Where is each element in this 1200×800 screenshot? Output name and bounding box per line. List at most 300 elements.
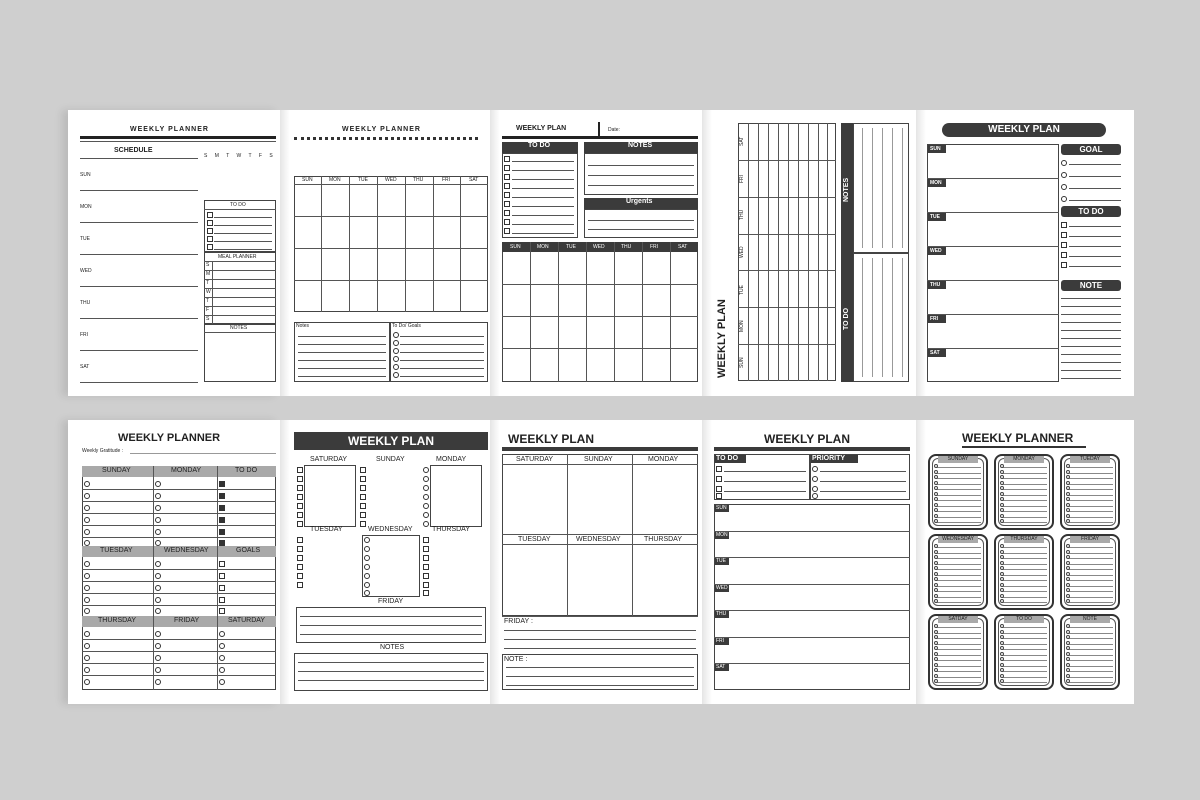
day-card-line (936, 671, 981, 672)
bullet[interactable] (934, 588, 938, 592)
day-card-line (1002, 586, 1047, 587)
col-header: FRIDAY (174, 617, 200, 624)
day-card-line (1002, 558, 1047, 559)
checkbox[interactable] (297, 521, 303, 527)
bullet[interactable] (1066, 646, 1070, 650)
bullet[interactable] (1000, 679, 1004, 683)
bullet[interactable] (934, 497, 938, 501)
day-card (928, 454, 988, 530)
page-6 (68, 420, 280, 704)
checkbox[interactable] (297, 537, 303, 543)
checkbox[interactable] (207, 220, 213, 226)
day-card-line (936, 511, 981, 512)
bullet[interactable] (1000, 641, 1004, 645)
bullet[interactable] (1000, 464, 1004, 468)
day-card-line (936, 638, 981, 639)
bullet[interactable] (1066, 635, 1070, 639)
checkbox[interactable] (360, 512, 366, 518)
bullet[interactable] (1000, 497, 1004, 501)
bullet[interactable] (934, 599, 938, 603)
bullet[interactable] (812, 476, 818, 482)
day-rule (714, 584, 910, 585)
bullet[interactable] (1000, 594, 1004, 598)
bullet[interactable] (1000, 572, 1004, 576)
bullet[interactable] (364, 573, 370, 579)
notes-label: Notes (296, 323, 310, 329)
bullet[interactable] (1000, 470, 1004, 474)
checkbox[interactable] (219, 481, 225, 487)
bullet[interactable] (393, 372, 399, 378)
todo-line (512, 233, 574, 234)
bullet[interactable] (155, 585, 161, 591)
page-gutter (490, 420, 500, 704)
bullet[interactable] (1066, 663, 1070, 667)
day-label: SUN (930, 146, 941, 152)
urgents-label: Urgents (626, 198, 653, 205)
checkbox[interactable] (297, 503, 303, 509)
bullet[interactable] (934, 550, 938, 554)
bullet[interactable] (934, 481, 938, 485)
checkbox[interactable] (360, 503, 366, 509)
bullet[interactable] (1066, 657, 1070, 661)
bullet[interactable] (155, 481, 161, 487)
week-grid (502, 242, 698, 382)
bullet[interactable] (1066, 583, 1070, 587)
bullet[interactable] (934, 663, 938, 667)
bullet[interactable] (1066, 486, 1070, 490)
todo-label: TO DO (528, 142, 551, 149)
bullet[interactable] (1061, 160, 1067, 166)
day-card (928, 534, 988, 610)
bullet[interactable] (423, 494, 429, 500)
bullet[interactable] (84, 540, 90, 546)
bullet[interactable] (219, 631, 225, 637)
bullet[interactable] (1000, 550, 1004, 554)
bullet[interactable] (934, 657, 938, 661)
bullet[interactable] (1066, 503, 1070, 507)
day-card-line (1068, 511, 1113, 512)
checkbox[interactable] (297, 564, 303, 570)
bullet[interactable] (1066, 577, 1070, 581)
day-card-line (1002, 564, 1047, 565)
bullet[interactable] (1000, 486, 1004, 490)
checkbox[interactable] (504, 174, 510, 180)
bullet[interactable] (364, 546, 370, 552)
bullet[interactable] (364, 582, 370, 588)
day-card-line (1002, 649, 1047, 650)
checkbox[interactable] (1061, 222, 1067, 228)
checkbox[interactable] (504, 192, 510, 198)
bullet[interactable] (1066, 588, 1070, 592)
bullet[interactable] (423, 476, 429, 482)
bullet[interactable] (84, 493, 90, 499)
gratitude-label: Weekly Gratitude : (82, 448, 124, 454)
day-card-line (936, 586, 981, 587)
bullet[interactable] (934, 583, 938, 587)
grid-day: FRI (739, 174, 745, 183)
page-gutter (916, 420, 926, 704)
bullet[interactable] (1066, 514, 1070, 518)
bullet[interactable] (934, 572, 938, 576)
checkbox[interactable] (297, 476, 303, 482)
checkbox[interactable] (360, 467, 366, 473)
bullet[interactable] (155, 540, 161, 546)
bullet[interactable] (934, 561, 938, 565)
bullet[interactable] (84, 643, 90, 649)
bullet[interactable] (84, 679, 90, 685)
bullet[interactable] (84, 608, 90, 614)
bullet[interactable] (155, 517, 161, 523)
day-label: TUESDAY (310, 526, 343, 533)
checkbox[interactable] (297, 485, 303, 491)
bullet[interactable] (1066, 668, 1070, 672)
bullet[interactable] (1000, 475, 1004, 479)
checkbox[interactable] (423, 573, 429, 579)
checkbox[interactable] (207, 212, 213, 218)
bullet[interactable] (155, 679, 161, 685)
schedule-rule (80, 158, 198, 159)
bullet[interactable] (1066, 599, 1070, 603)
checkbox[interactable] (716, 493, 722, 499)
table-row-rule (82, 651, 276, 652)
bullet[interactable] (934, 594, 938, 598)
day-card-line (1002, 597, 1047, 598)
bullet[interactable] (84, 597, 90, 603)
bullet[interactable] (155, 608, 161, 614)
checkbox[interactable] (297, 582, 303, 588)
bullet[interactable] (1000, 646, 1004, 650)
checkbox[interactable] (716, 476, 722, 482)
note-line (506, 685, 694, 686)
bullet[interactable] (1000, 519, 1004, 523)
checkbox[interactable] (207, 244, 213, 250)
note-label: NOTE (1079, 281, 1103, 290)
bullet[interactable] (934, 566, 938, 570)
day-label: THU (716, 611, 727, 617)
checkbox[interactable] (504, 228, 510, 234)
checkbox[interactable] (423, 555, 429, 561)
bullet[interactable] (1000, 577, 1004, 581)
bullet[interactable] (934, 679, 938, 683)
urgents-header (584, 198, 698, 209)
bullet[interactable] (219, 667, 225, 673)
bullet[interactable] (219, 679, 225, 685)
bullet[interactable] (1000, 635, 1004, 639)
bullet[interactable] (1066, 641, 1070, 645)
checkbox[interactable] (360, 476, 366, 482)
todo-line (214, 217, 272, 218)
checkbox[interactable] (219, 573, 225, 579)
checkbox[interactable] (1061, 242, 1067, 248)
checkbox[interactable] (297, 467, 303, 473)
page-6-title: WEEKLY PLANNER (118, 432, 221, 444)
day-label: TUESDAY (518, 536, 551, 543)
todo-line (512, 161, 574, 162)
bullet[interactable] (1000, 481, 1004, 485)
title-bar (502, 447, 698, 451)
bullet[interactable] (934, 674, 938, 678)
col-header: GOALS (236, 547, 261, 554)
checkbox[interactable] (360, 521, 366, 527)
bullet[interactable] (1000, 508, 1004, 512)
bullet[interactable] (155, 643, 161, 649)
checkbox[interactable] (423, 564, 429, 570)
bullet[interactable] (155, 655, 161, 661)
bullet[interactable] (1000, 503, 1004, 507)
bullet[interactable] (1066, 566, 1070, 570)
bullet[interactable] (84, 517, 90, 523)
bullet[interactable] (934, 492, 938, 496)
day-card-line (1068, 489, 1113, 490)
checkbox[interactable] (716, 486, 722, 492)
bullet[interactable] (155, 493, 161, 499)
grid-day: WED (593, 244, 605, 250)
note-line (1061, 330, 1121, 331)
note-line (298, 336, 386, 337)
bullet[interactable] (393, 348, 399, 354)
checkbox[interactable] (219, 517, 225, 523)
todo-line (892, 258, 893, 377)
bullet[interactable] (423, 521, 429, 527)
note-line (862, 128, 863, 248)
bullet[interactable] (934, 470, 938, 474)
bullet[interactable] (1000, 492, 1004, 496)
title-bar (502, 136, 698, 139)
bullet[interactable] (84, 505, 90, 511)
day-card-line (1068, 677, 1113, 678)
bullet[interactable] (1066, 497, 1070, 501)
bullet[interactable] (934, 555, 938, 559)
checkbox[interactable] (297, 546, 303, 552)
bullet[interactable] (1000, 544, 1004, 548)
bullet[interactable] (1000, 566, 1004, 570)
day-rule (714, 610, 910, 611)
bullet[interactable] (84, 573, 90, 579)
checkbox[interactable] (297, 555, 303, 561)
bullet[interactable] (393, 340, 399, 346)
todo-box (714, 454, 810, 500)
bullet[interactable] (1066, 475, 1070, 479)
day-card-line (936, 517, 981, 518)
bullet[interactable] (364, 537, 370, 543)
page-8 (490, 420, 702, 704)
bullet[interactable] (934, 519, 938, 523)
bullet[interactable] (1066, 679, 1070, 683)
bullet[interactable] (1066, 508, 1070, 512)
bullet[interactable] (1066, 544, 1070, 548)
bullet[interactable] (1061, 184, 1067, 190)
bullet[interactable] (934, 464, 938, 468)
col-rule (632, 454, 633, 616)
bullet[interactable] (1066, 519, 1070, 523)
bullet[interactable] (364, 555, 370, 561)
bullet[interactable] (934, 508, 938, 512)
day-thu: THU (80, 300, 91, 306)
checkbox[interactable] (297, 573, 303, 579)
checkbox[interactable] (504, 156, 510, 162)
day-label: SUN (716, 505, 727, 511)
bullet[interactable] (1066, 572, 1070, 576)
checkbox[interactable] (423, 590, 429, 596)
bullet[interactable] (219, 655, 225, 661)
bullet[interactable] (364, 564, 370, 570)
checkbox[interactable] (716, 466, 722, 472)
bullet[interactable] (84, 655, 90, 661)
bullet[interactable] (393, 364, 399, 370)
checkbox[interactable] (207, 228, 213, 234)
bullet[interactable] (423, 467, 429, 473)
bullet[interactable] (1000, 668, 1004, 672)
col-header: MONDAY (171, 467, 202, 474)
grid-row-rule (738, 344, 836, 345)
bullet[interactable] (1066, 470, 1070, 474)
day-card-line (1002, 591, 1047, 592)
bullet[interactable] (934, 624, 938, 628)
todo-line (724, 491, 806, 492)
checkbox[interactable] (504, 210, 510, 216)
day-label: MONDAY (648, 456, 679, 463)
goal-label: GOAL (1079, 145, 1103, 154)
bullet[interactable] (934, 475, 938, 479)
bullet[interactable] (1000, 674, 1004, 678)
bullet[interactable] (1066, 594, 1070, 598)
bullet[interactable] (1066, 555, 1070, 559)
bullet[interactable] (1066, 674, 1070, 678)
bullet[interactable] (1000, 588, 1004, 592)
checkbox[interactable] (360, 485, 366, 491)
day-card-line (1068, 569, 1113, 570)
checkbox[interactable] (504, 201, 510, 207)
bullet[interactable] (423, 503, 429, 509)
bullet[interactable] (1066, 652, 1070, 656)
bullet[interactable] (393, 356, 399, 362)
grid-day: SAT (678, 244, 688, 250)
bullet[interactable] (155, 667, 161, 673)
bullet[interactable] (84, 561, 90, 567)
bullet[interactable] (934, 630, 938, 634)
bullet[interactable] (219, 643, 225, 649)
checkbox[interactable] (219, 540, 225, 546)
bullet[interactable] (1000, 583, 1004, 587)
bullet[interactable] (812, 493, 818, 499)
bullet[interactable] (934, 646, 938, 650)
bullet[interactable] (934, 641, 938, 645)
bullet[interactable] (1061, 172, 1067, 178)
bullet[interactable] (1000, 652, 1004, 656)
checkbox[interactable] (1061, 252, 1067, 258)
notes-label: NOTES (380, 644, 405, 651)
bullet[interactable] (155, 561, 161, 567)
bullet[interactable] (155, 573, 161, 579)
bullet[interactable] (934, 668, 938, 672)
bullet[interactable] (1066, 481, 1070, 485)
bullet[interactable] (364, 590, 370, 596)
checkbox[interactable] (504, 219, 510, 225)
checkbox[interactable] (423, 546, 429, 552)
meal-letter: M (206, 271, 211, 277)
bullet[interactable] (1000, 514, 1004, 518)
checkbox[interactable] (207, 236, 213, 242)
day-card-line (936, 597, 981, 598)
checkbox[interactable] (297, 512, 303, 518)
date-label: Date: (608, 127, 620, 133)
day-label-col (748, 123, 749, 381)
bullet[interactable] (1000, 624, 1004, 628)
checkbox[interactable] (219, 493, 225, 499)
checkbox[interactable] (219, 505, 225, 511)
bullet[interactable] (812, 486, 818, 492)
bullet[interactable] (934, 652, 938, 656)
day-card-line (1068, 660, 1113, 661)
checkbox[interactable] (297, 494, 303, 500)
day-card-label: WEDNESDAY (938, 536, 978, 543)
checkbox[interactable] (219, 529, 225, 535)
checkbox[interactable] (219, 561, 225, 567)
bullet[interactable] (1066, 624, 1070, 628)
day-card-line (1002, 473, 1047, 474)
bullet[interactable] (393, 332, 399, 338)
grid-day: THU (413, 177, 424, 183)
checkbox[interactable] (423, 582, 429, 588)
bullet[interactable] (1000, 561, 1004, 565)
table-row-rule (82, 593, 276, 594)
checkbox[interactable] (219, 597, 225, 603)
bullet[interactable] (934, 635, 938, 639)
page-gutter (916, 110, 926, 396)
bullet[interactable] (1000, 599, 1004, 603)
bullet[interactable] (1066, 464, 1070, 468)
bullet[interactable] (155, 631, 161, 637)
bullet[interactable] (84, 481, 90, 487)
checkbox[interactable] (219, 608, 225, 614)
bullet[interactable] (155, 529, 161, 535)
bullet[interactable] (934, 486, 938, 490)
bullet[interactable] (423, 485, 429, 491)
bullet[interactable] (84, 667, 90, 673)
bullet[interactable] (934, 544, 938, 548)
checkbox[interactable] (423, 537, 429, 543)
bullet[interactable] (423, 512, 429, 518)
bullet[interactable] (1066, 550, 1070, 554)
checkbox[interactable] (1061, 262, 1067, 268)
bullet[interactable] (812, 466, 818, 472)
checkbox[interactable] (1061, 232, 1067, 238)
bullet[interactable] (1000, 663, 1004, 667)
todo-line (214, 241, 272, 242)
bullet[interactable] (155, 505, 161, 511)
checkbox[interactable] (360, 494, 366, 500)
bullet[interactable] (1000, 630, 1004, 634)
checkbox[interactable] (504, 183, 510, 189)
bullet[interactable] (1066, 492, 1070, 496)
checkbox[interactable] (504, 165, 510, 171)
bullet[interactable] (1066, 630, 1070, 634)
todo-line (512, 215, 574, 216)
bullet[interactable] (934, 514, 938, 518)
bullet[interactable] (1066, 561, 1070, 565)
bullet[interactable] (1000, 555, 1004, 559)
bullet[interactable] (84, 585, 90, 591)
bullet[interactable] (934, 577, 938, 581)
bullet[interactable] (1061, 196, 1067, 202)
bullet[interactable] (84, 631, 90, 637)
bullet[interactable] (84, 529, 90, 535)
table-row-rule (82, 525, 276, 526)
bullet[interactable] (1000, 657, 1004, 661)
bullet[interactable] (155, 597, 161, 603)
bullet[interactable] (934, 503, 938, 507)
checkbox[interactable] (219, 585, 225, 591)
